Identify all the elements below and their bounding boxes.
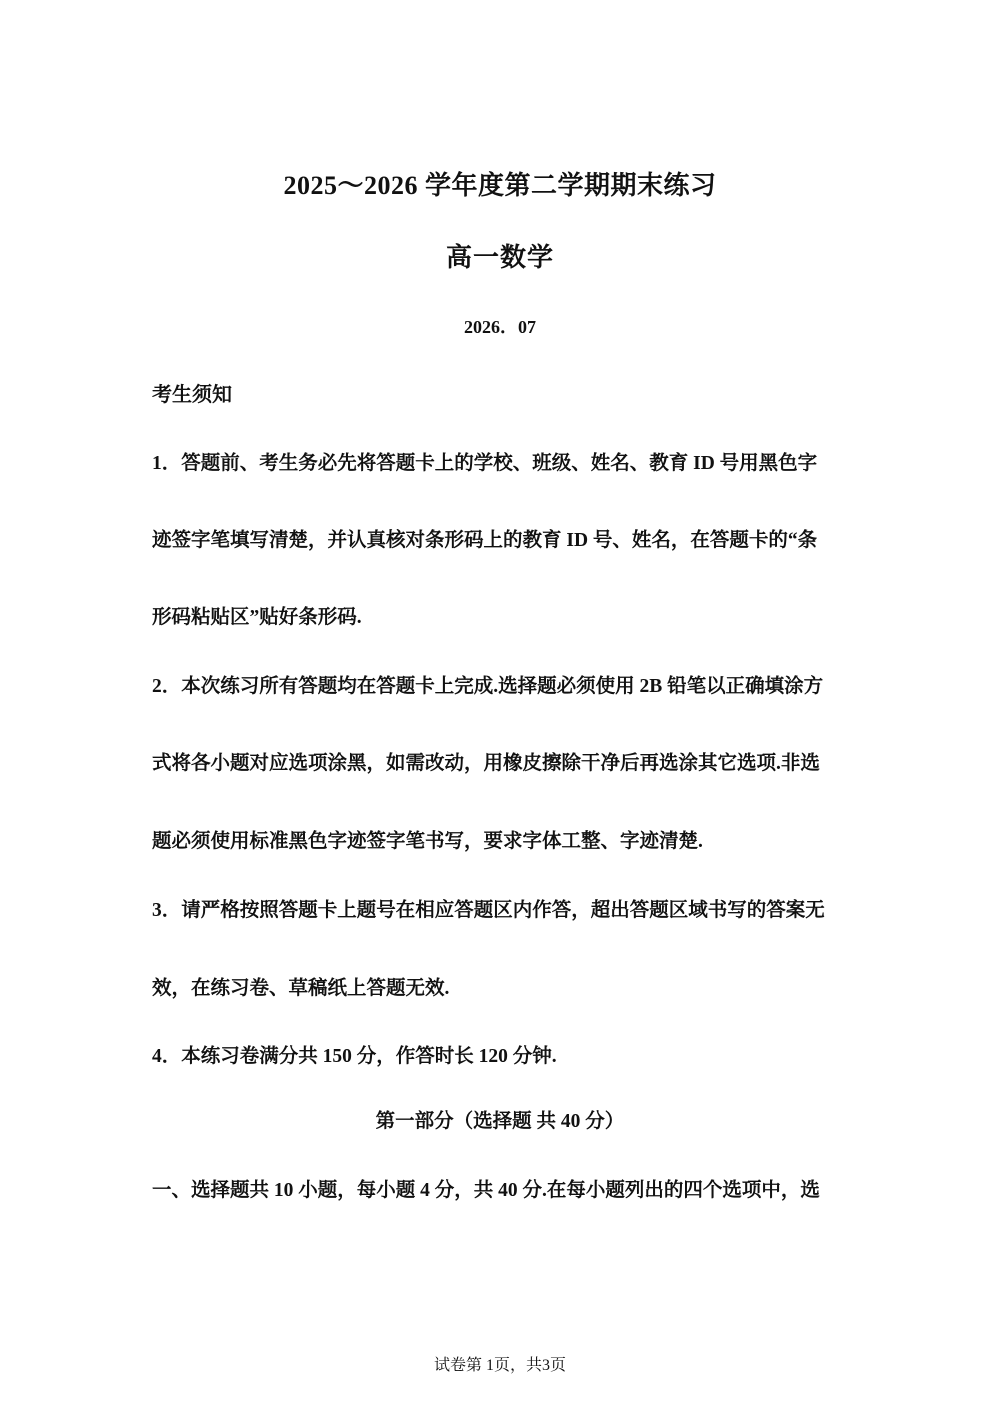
part1-title: 第一部分（选择题 共 40 分） — [375, 1111, 625, 1132]
part1-instruction: 一、选择题共 10 小题，每小题 4 分，共 40 分.在每小题列出的四个选项中，选 — [152, 1180, 820, 1201]
page-footer: 试卷第 1页，共3页 — [433, 1357, 566, 1374]
notice-line: 1．答题前、考生务必先将答题卡上的学校、班级、姓名、教育 ID 号用黑色字 — [152, 453, 818, 474]
notice-line: 式将各小题对应选项涂黑，如需改动，用橡皮擦除干净后再选涂其它选项.非选 — [152, 753, 820, 774]
notice-line: 3．请严格按照答题卡上题号在相应答题区内作答，超出答题区域书写的答案无 — [152, 900, 825, 921]
exam-title: 2025～2026 学年度第二学期期末练习 — [283, 171, 717, 200]
notice-line: 题必须使用标准黑色字迹签字笔书写，要求字体工整、字迹清楚. — [152, 831, 703, 852]
notice-line: 2．本次练习所有答题均在答题卡上完成.选择题必须使用 2B 铅笔以正确填涂方 — [152, 676, 824, 697]
notice-line: 迹签字笔填写清楚，并认真核对条形码上的教育 ID 号、姓名，在答题卡的“条 — [152, 530, 818, 551]
exam-subject: 高一数学 — [445, 243, 554, 272]
notice-line: 形码粘贴区”贴好条形码. — [152, 607, 362, 628]
notice-line: 效，在练习卷、草稿纸上答题无效. — [152, 978, 450, 999]
notice-heading: 考生须知 — [152, 384, 232, 406]
notice-line: 4．本练习卷满分共 150 分，作答时长 120 分钟. — [152, 1046, 557, 1067]
exam-date: 2026．07 — [464, 317, 536, 337]
